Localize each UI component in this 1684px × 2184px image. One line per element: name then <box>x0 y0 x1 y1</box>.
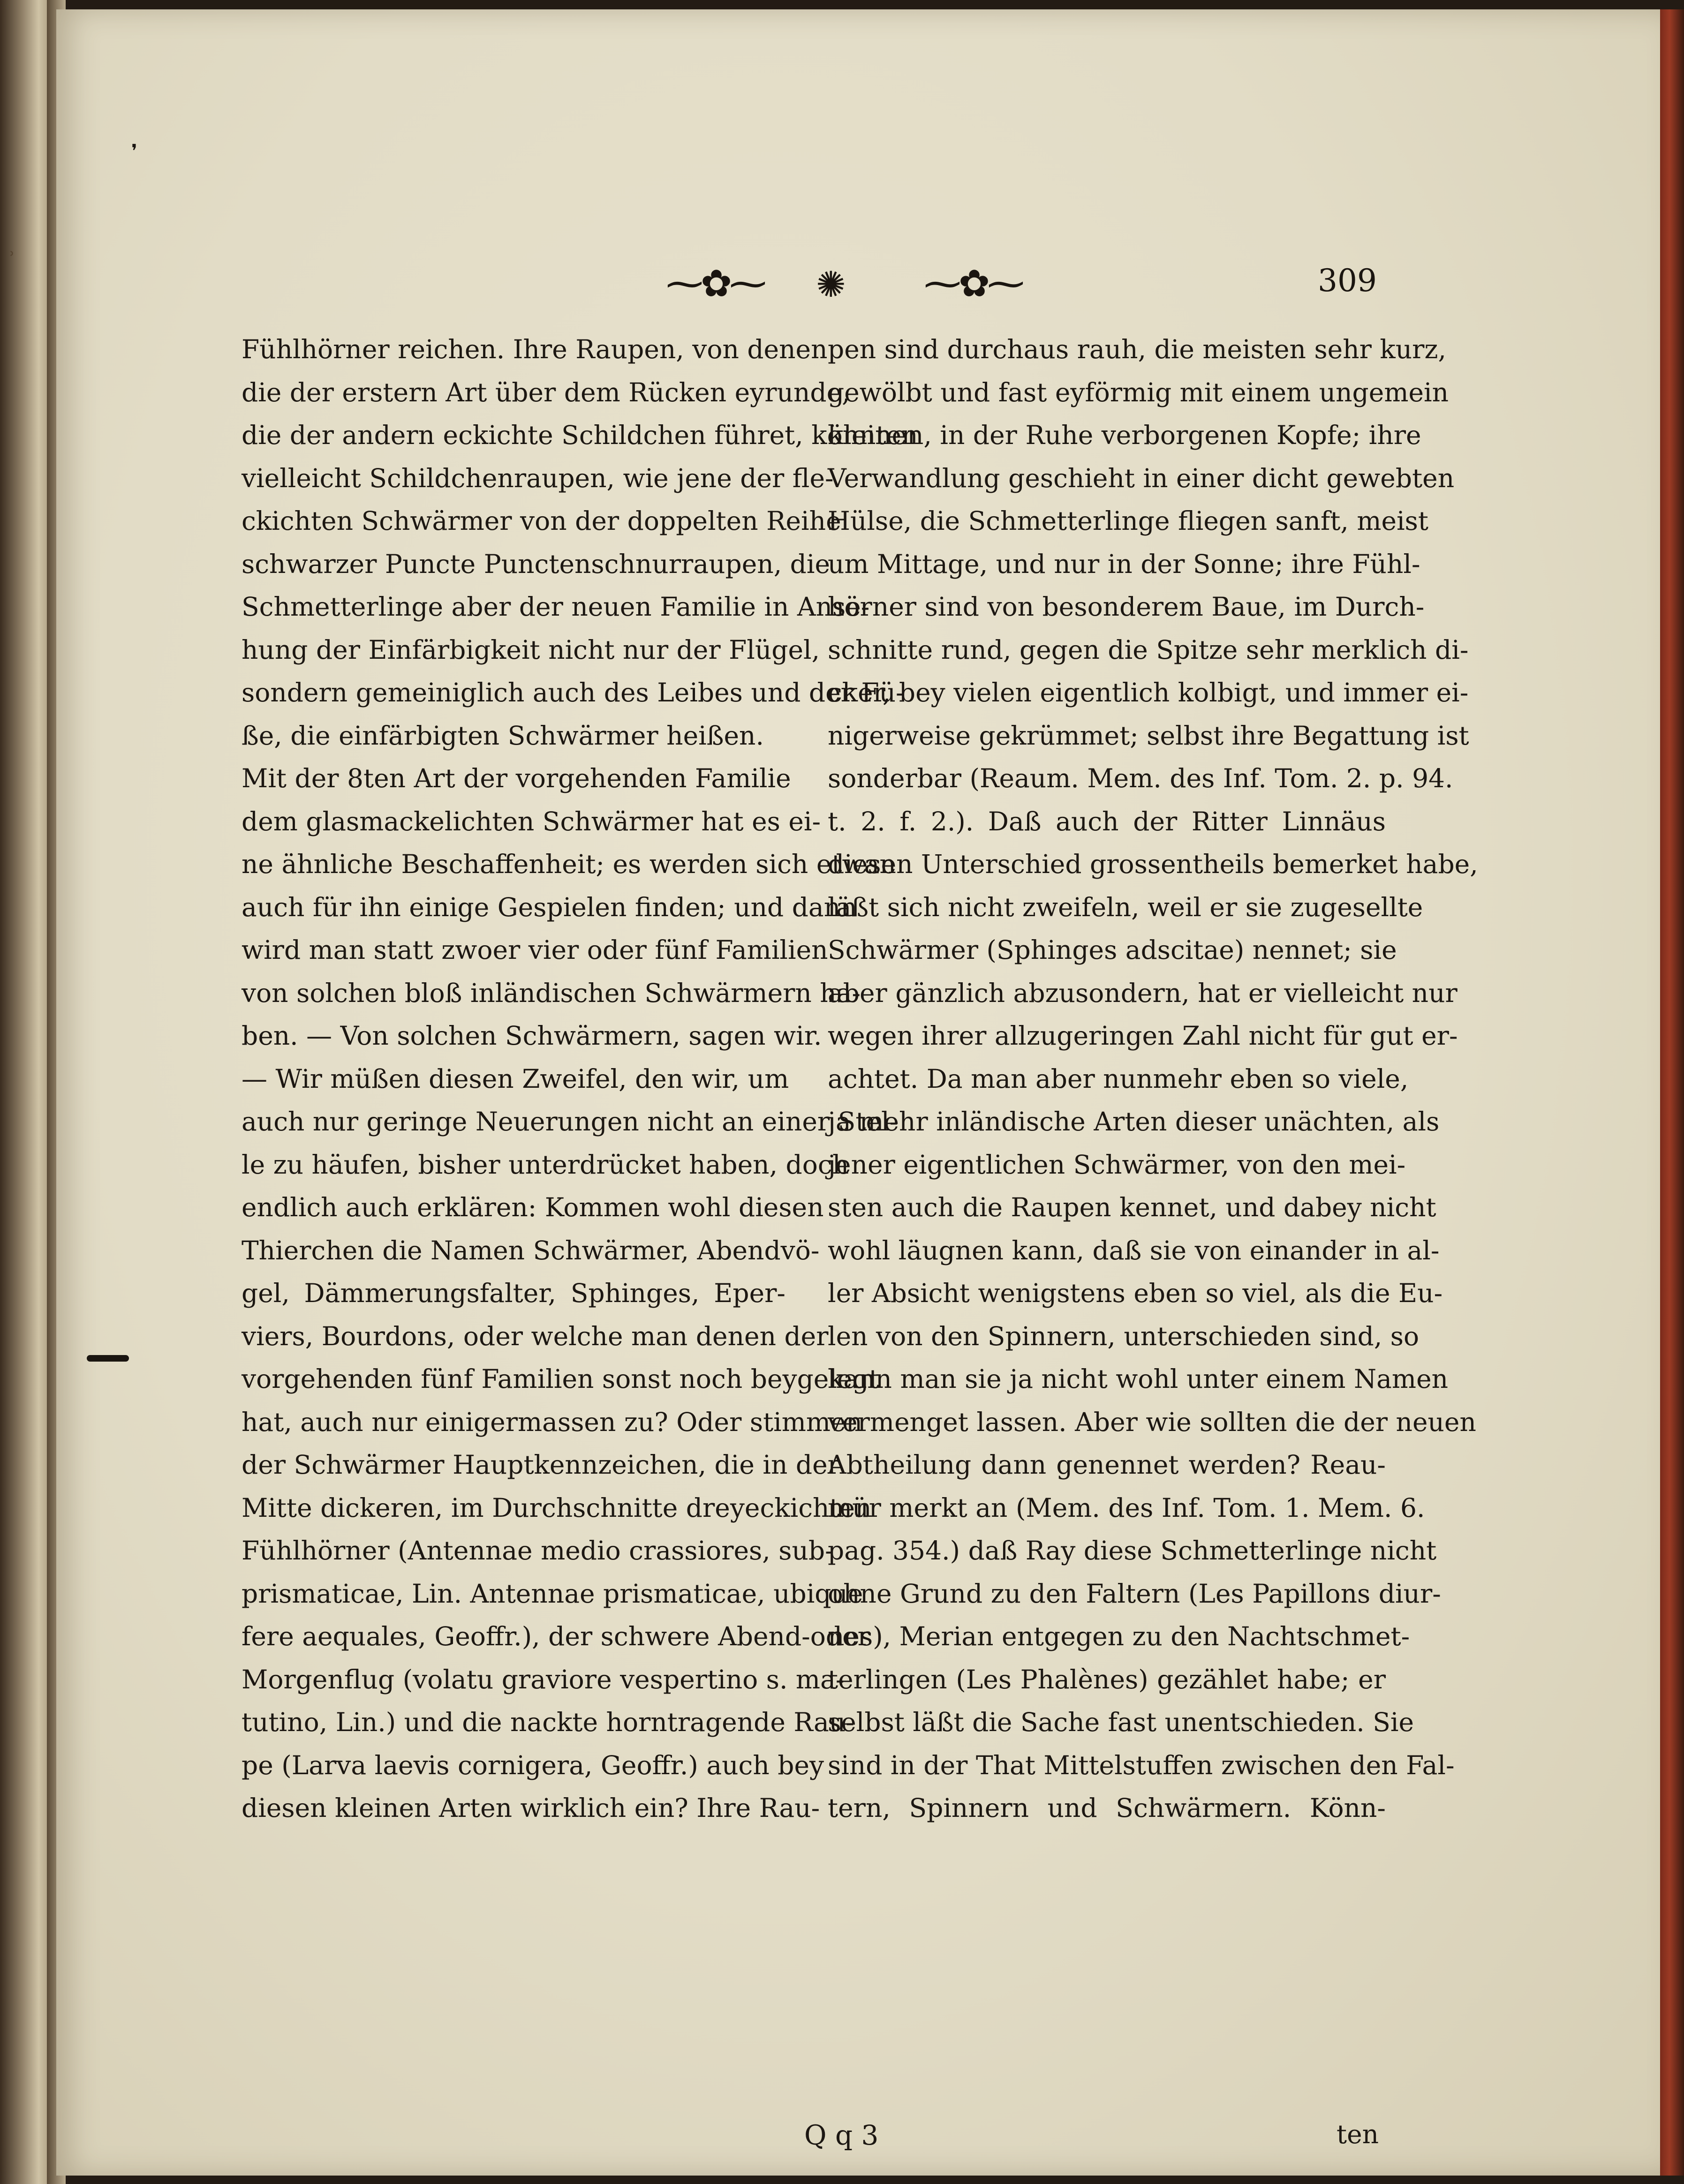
text-line: Mit der 8ten Art der vorgehenden Familie <box>242 763 791 793</box>
ornament-center-icon: ✺ <box>816 264 843 305</box>
text-line: schnitte rund, gegen die Spitze sehr merklich di- <box>828 634 1469 665</box>
text-line: viers, Bourdons, oder welche man denen der <box>242 1321 829 1351</box>
text-line: ler Absicht wenigstens eben so viel, als die Eu- <box>828 1278 1443 1308</box>
text-line: Fühlhörner (Antennae medio crassiores, sub- <box>242 1536 834 1566</box>
text-line: gewölbt und fast eyförmig mit einem ungemein <box>828 377 1449 407</box>
text-line: ja mehr inländische Arten dieser unächten, als <box>828 1107 1440 1137</box>
margin-mark-left-edge: ʾ <box>9 249 15 270</box>
text-line: Hülse, die Schmetterlinge fliegen sanft, meist <box>828 506 1429 536</box>
text-line: Thierchen die Namen Schwärmer, Abendvö- <box>242 1235 820 1265</box>
text-line: t. 2. f. 2.). Daß auch der Ritter Linnäus <box>828 806 1386 836</box>
text-line: auch nur geringe Neuerungen nicht an einer Stel- <box>242 1107 899 1137</box>
signature-mark: Q q 3 <box>804 2119 879 2151</box>
text-line: sondern gemeiniglich auch des Leibes und der Fü- <box>242 678 905 708</box>
text-line: pag. 354.) daß Ray diese Schmetterlinge nicht <box>828 1536 1437 1566</box>
text-line: pe (Larva laevis cornigera, Geoffr.) auch bey <box>242 1750 824 1780</box>
text-line: gel, Dämmerungsfalter, Sphinges, Eper- <box>242 1278 785 1308</box>
text-line: die der andern eckichte Schildchen führet, könnten <box>242 420 918 450</box>
text-line: hung der Einfärbigkeit nicht nur der Flügel, <box>242 634 820 665</box>
text-line: hat, auch nur einigermassen zu? Oder stimmen <box>242 1407 863 1437</box>
text-line: pen sind durchaus rauh, die meisten sehr kurz, <box>828 334 1446 364</box>
text-line: fere aequales, Geoffr.), der schwere Abend-oder <box>242 1621 870 1651</box>
text-line: achtet. Da man aber nunmehr eben so viele, <box>828 1063 1409 1094</box>
text-line: le zu häufen, bisher unterdrücket haben, doch <box>242 1149 849 1180</box>
text-line: diesen Unterschied grossentheils bemerket habe, <box>828 849 1478 879</box>
text-line: sonderbar (Reaum. Mem. des Inf. Tom. 2. p. 94. <box>828 763 1453 793</box>
text-line: Schwärmer (Sphinges adscitae) nennet; sie <box>828 935 1397 965</box>
text-column-right <box>828 328 1478 1830</box>
text-line: len von den Spinnern, unterschieden sind, so <box>828 1321 1420 1351</box>
text-line: wohl läugnen kann, daß sie von einander in al- <box>828 1235 1440 1265</box>
text-line: Morgenflug (volatu graviore vespertino s. ma- <box>242 1664 845 1694</box>
text-line: selbst läßt die Sache fast unentschieden. Sie <box>828 1707 1414 1737</box>
text-line: prismaticae, Lin. Antennae prismaticae, ubique <box>242 1578 863 1609</box>
text-column-left <box>242 328 918 1830</box>
text-line: tutino, Lin.) und die nackte horntragende Rau- <box>242 1707 854 1737</box>
text-line: Schmetterlinge aber der neuen Familie in Anse- <box>242 592 870 622</box>
text-line: ohne Grund zu den Faltern (Les Papillons diur- <box>828 1578 1441 1609</box>
text-line: vermenget lassen. Aber wie sollten die der neuen <box>828 1407 1476 1437</box>
text-line: auch für ihn einige Gespielen finden; und dann <box>242 892 857 922</box>
text-line: Abtheilung dann genennet werden? Reau- <box>828 1450 1386 1480</box>
right-page-edge <box>1660 9 1684 2176</box>
ornament-left-icon: ⁓✿⁓ <box>666 262 764 305</box>
text-line: hörner sind von besonderem Baue, im Durch- <box>828 592 1425 622</box>
text-line: kleinen, in der Ruhe verborgenen Kopfe; ihre <box>828 420 1421 450</box>
left-page-edge <box>0 0 52 2184</box>
text-line: dem glasmackelichten Schwärmer hat es ei- <box>242 806 821 836</box>
text-line: nes), Merian entgegen zu den Nachtschmet- <box>828 1621 1410 1651</box>
text-line: läßt sich nicht zweifeln, weil er sie zugesellte <box>828 892 1423 922</box>
text-line: endlich auch erklären: Kommen wohl diesen <box>242 1192 824 1222</box>
page-header <box>647 253 1397 309</box>
text-line: — Wir müßen diesen Zweifel, den wir, um <box>242 1063 789 1094</box>
page-number: 309 <box>1318 263 1377 299</box>
text-line: sten auch die Raupen kennet, und dabey nicht <box>828 1192 1436 1222</box>
text-line: die der erstern Art über dem Rücken eyrunde, <box>242 377 850 407</box>
text-line: terlingen (Les Phalènes) gezählet habe; er <box>828 1664 1386 1694</box>
text-line: cker, bey vielen eigentlich kolbigt, und immer ei- <box>828 678 1469 708</box>
text-line: ße, die einfärbigten Schwärmer heißen. <box>242 720 764 751</box>
text-line: tern, Spinnern und Schwärmern. Könn- <box>828 1793 1386 1823</box>
text-line: vorgehenden fünf Familien sonst noch beygelegt <box>242 1364 879 1394</box>
text-line: aber gänzlich abzusondern, hat er vielleicht nur <box>828 978 1457 1008</box>
text-line: ne ähnliche Beschaffenheit; es werden sich etwan <box>242 849 896 879</box>
text-line: um Mittage, und nur in der Sonne; ihre Fühl- <box>828 549 1420 579</box>
text-line: von solchen bloß inländischen Schwärmern ha- <box>242 978 861 1008</box>
ornament-right-icon: ⁓✿⁓ <box>924 262 1022 305</box>
text-line: nigerweise gekrümmet; selbst ihre Begattung ist <box>828 720 1469 751</box>
text-line: schwarzer Puncte Punctenschnurraupen, die <box>242 549 831 579</box>
margin-mark-top: ❜ <box>131 141 137 162</box>
text-line: der Schwärmer Hauptkennzeichen, die in der <box>242 1450 840 1480</box>
text-line: vielleicht Schildchenraupen, wie jene der fle- <box>242 463 834 493</box>
catchword: ten <box>1337 2119 1379 2149</box>
margin-ink-stroke <box>87 1355 129 1362</box>
text-line: ckichten Schwärmer von der doppelten Reihe <box>242 506 841 536</box>
text-line: Verwandlung geschieht in einer dicht gewebten <box>828 463 1455 493</box>
text-line: Mitte dickeren, im Durchschnitte dreyeckichten <box>242 1492 872 1523</box>
text-line: sind in der That Mittelstuffen zwischen den Fal- <box>828 1750 1455 1780</box>
text-line: wird man statt zwoer vier oder fünf Familien <box>242 935 828 965</box>
text-line: jener eigentlichen Schwärmer, von den mei- <box>828 1149 1406 1180</box>
text-line: ben. — Von solchen Schwärmern, sagen wir. <box>242 1021 822 1051</box>
text-line: wegen ihrer allzugeringen Zahl nicht für gut er- <box>828 1021 1458 1051</box>
text-line: Fühlhörner reichen. Ihre Raupen, von denen <box>242 334 828 364</box>
text-line: diesen kleinen Arten wirklich ein? Ihre Rau- <box>242 1793 820 1823</box>
text-line: kann man sie ja nicht wohl unter einem Namen <box>828 1364 1449 1394</box>
text-line: mür merkt an (Mem. des Inf. Tom. 1. Mem. 6. <box>828 1492 1425 1523</box>
